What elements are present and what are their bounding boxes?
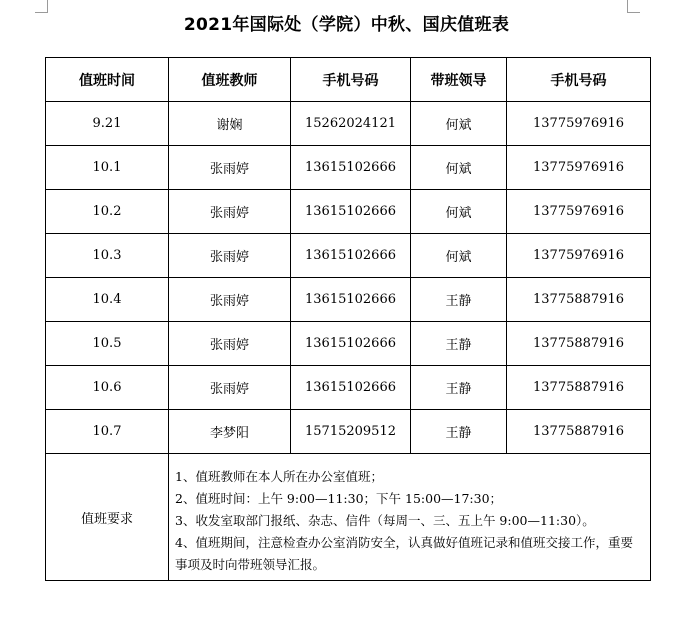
cell-leader: 何斌 — [411, 190, 507, 234]
cell-duty-date: 10.4 — [46, 278, 169, 322]
cell-leader: 何斌 — [411, 102, 507, 146]
cell-duty-date: 10.1 — [46, 146, 169, 190]
requirements-label: 值班要求 — [46, 454, 169, 581]
cell-leader-phone: 13775976916 — [507, 146, 651, 190]
cell-teacher-phone: 15715209512 — [291, 410, 411, 454]
cell-leader-phone: 13775976916 — [507, 190, 651, 234]
cell-duty-teacher: 张雨婷 — [169, 366, 291, 410]
cell-duty-date: 10.7 — [46, 410, 169, 454]
cell-duty-date: 10.3 — [46, 234, 169, 278]
table-row — [46, 278, 651, 322]
cell-leader: 王静 — [411, 366, 507, 410]
cell-duty-teacher: 张雨婷 — [169, 322, 291, 366]
cell-duty-teacher: 李梦阳 — [169, 410, 291, 454]
requirement-item: 4、值班期间，注意检查办公室消防安全，认真做好值班记录和值班交接工作，重要事项及时向带班领导汇报。 — [175, 535, 633, 572]
table-row — [46, 322, 651, 366]
cell-duty-teacher: 张雨婷 — [169, 146, 291, 190]
table-row — [46, 102, 651, 146]
requirement-item: 1、值班教师在本人所在办公室值班； — [175, 469, 383, 484]
cell-leader: 王静 — [411, 322, 507, 366]
cell-teacher-phone: 13615102666 — [291, 234, 411, 278]
page-corner-mark-left — [35, 0, 48, 13]
requirements-row — [46, 454, 651, 581]
cell-leader: 王静 — [411, 410, 507, 454]
page-corner-mark-right — [627, 0, 640, 13]
cell-teacher-phone: 13615102666 — [291, 322, 411, 366]
cell-leader: 何斌 — [411, 234, 507, 278]
table-row — [46, 146, 651, 190]
cell-teacher-phone: 13615102666 — [291, 366, 411, 410]
header-leader-phone: 手机号码 — [507, 58, 651, 102]
cell-teacher-phone: 13615102666 — [291, 190, 411, 234]
cell-duty-date: 9.21 — [46, 102, 169, 146]
cell-duty-date: 10.5 — [46, 322, 169, 366]
cell-teacher-phone: 13615102666 — [291, 278, 411, 322]
cell-duty-date: 10.2 — [46, 190, 169, 234]
header-teacher-phone: 手机号码 — [291, 58, 411, 102]
cell-duty-teacher: 张雨婷 — [169, 278, 291, 322]
document-title: 2021年国际处（学院）中秋、国庆值班表 — [183, 15, 510, 35]
requirement-item: 3、收发室取部门报纸、杂志、信件（每周一、三、五上午 9:00—11:30）。 — [175, 513, 595, 528]
table-row — [46, 190, 651, 234]
requirements-list — [169, 454, 651, 581]
requirement-item: 2、值班时间：上午 9:00—11:30；下午 15:00—17:30； — [175, 491, 503, 506]
cell-leader-phone: 13775887916 — [507, 366, 651, 410]
cell-leader-phone: 13775887916 — [507, 410, 651, 454]
header-duty-teacher: 值班教师 — [169, 58, 291, 102]
table-row — [46, 234, 651, 278]
table-row — [46, 410, 651, 454]
header-duty-date: 值班时间 — [46, 58, 169, 102]
cell-teacher-phone: 15262024121 — [291, 102, 411, 146]
cell-leader: 王静 — [411, 278, 507, 322]
cell-duty-date: 10.6 — [46, 366, 169, 410]
cell-leader-phone: 13775976916 — [507, 234, 651, 278]
cell-duty-teacher: 张雨婷 — [169, 190, 291, 234]
duty-schedule-table — [45, 57, 651, 581]
cell-leader-phone: 13775887916 — [507, 278, 651, 322]
header-leader: 带班领导 — [411, 58, 507, 102]
cell-duty-teacher: 谢娴 — [169, 102, 291, 146]
table-row — [46, 366, 651, 410]
table-header-row — [46, 58, 651, 102]
cell-teacher-phone: 13615102666 — [291, 146, 411, 190]
cell-leader: 何斌 — [411, 146, 507, 190]
cell-duty-teacher: 张雨婷 — [169, 234, 291, 278]
cell-leader-phone: 13775887916 — [507, 322, 651, 366]
cell-leader-phone: 13775976916 — [507, 102, 651, 146]
